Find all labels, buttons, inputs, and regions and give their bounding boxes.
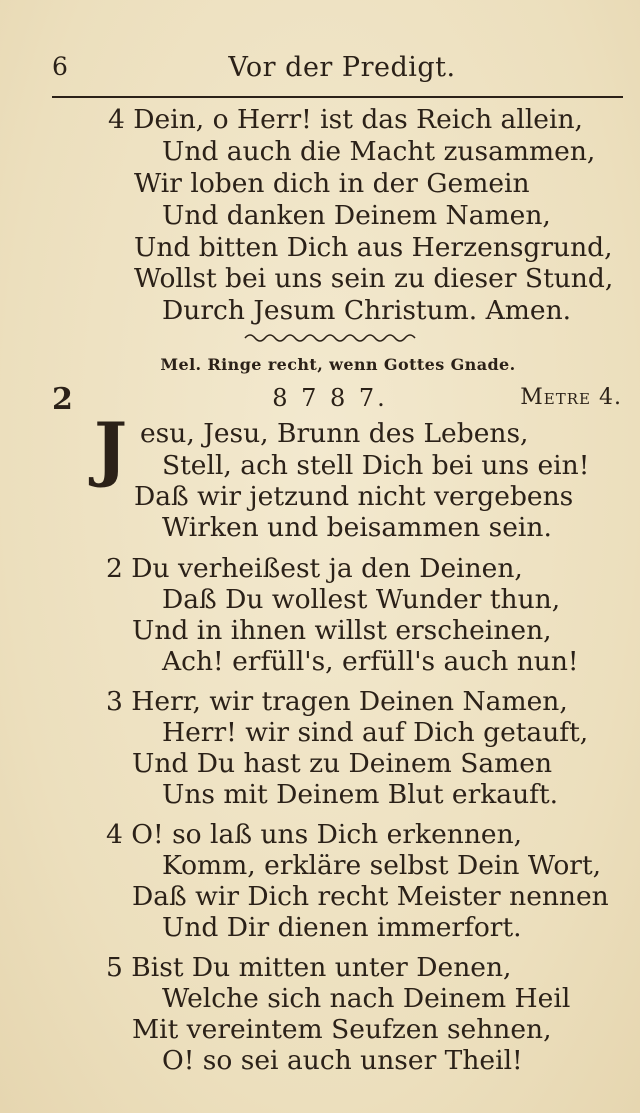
verse-line: Und Dir dienen immerfort. (162, 912, 522, 943)
verse-line: 3 Herr, wir tragen Deinen Namen, (106, 686, 568, 717)
meter-numbers: 8 7 8 7. (272, 384, 388, 412)
verse-line: 4 Dein, o Herr! ist das Reich allein, (108, 104, 583, 135)
wavy-ornament-divider (243, 331, 419, 345)
melody-indication: Mel. Ringe recht, wenn Gottes Gnade. (160, 355, 516, 374)
verse-line: Daß Du wollest Wunder thun, (162, 584, 561, 615)
running-title: Vor der Predigt. (228, 52, 456, 83)
verse-line: 2 Du verheißest ja den Deinen, (106, 553, 523, 584)
verse-line: O! so sei auch unser Theil! (162, 1045, 523, 1076)
verse-line: Und in ihnen willst erscheinen, (132, 615, 552, 646)
page-number: 6 (52, 52, 68, 81)
header-rule (52, 96, 623, 98)
verse-line: 4 O! so laß uns Dich erkennen, (106, 819, 523, 850)
verse-line: Und bitten Dich aus Herzensgrund, (134, 232, 613, 263)
verse-line: esu, Jesu, Brunn des Lebens, (140, 418, 529, 449)
verse-line: Daß wir Dich recht Meister nennen (132, 881, 609, 912)
verse-line: Daß wir jetzund nicht vergebens (134, 481, 574, 512)
metre-label: Metre 4. (520, 385, 622, 410)
verse-line: Und auch die Macht zusammen, (162, 136, 596, 167)
verse-line: Wollst bei uns sein zu dieser Stund, (134, 263, 614, 294)
hymn-number: 2 (52, 382, 73, 417)
verse-line: Und Du hast zu Deinem Samen (132, 748, 553, 779)
verse-line: Und danken Deinem Namen, (162, 200, 551, 231)
verse-line: Mit vereintem Seufzen sehnen, (132, 1014, 552, 1045)
verse-line: 5 Bist Du mitten unter Denen, (106, 952, 512, 983)
verse-line: Wirken und beisammen sein. (162, 512, 552, 543)
verse-line: Ach! erfüll's, erfüll's auch nun! (162, 646, 579, 677)
verse-line: Komm, erkläre selbst Dein Wort, (162, 850, 602, 881)
verse-line: Wir loben dich in der Gemein (134, 168, 530, 199)
drop-capital: J (94, 407, 128, 490)
verse-line: Welche sich nach Deinem Heil (162, 983, 571, 1014)
verse-line: Uns mit Deinem Blut erkauft. (162, 779, 559, 810)
verse-line: Stell, ach stell Dich bei uns ein! (162, 450, 590, 481)
verse-line: Durch Jesum Christum. Amen. (162, 295, 572, 326)
verse-line: Herr! wir sind auf Dich getauft, (162, 717, 589, 748)
